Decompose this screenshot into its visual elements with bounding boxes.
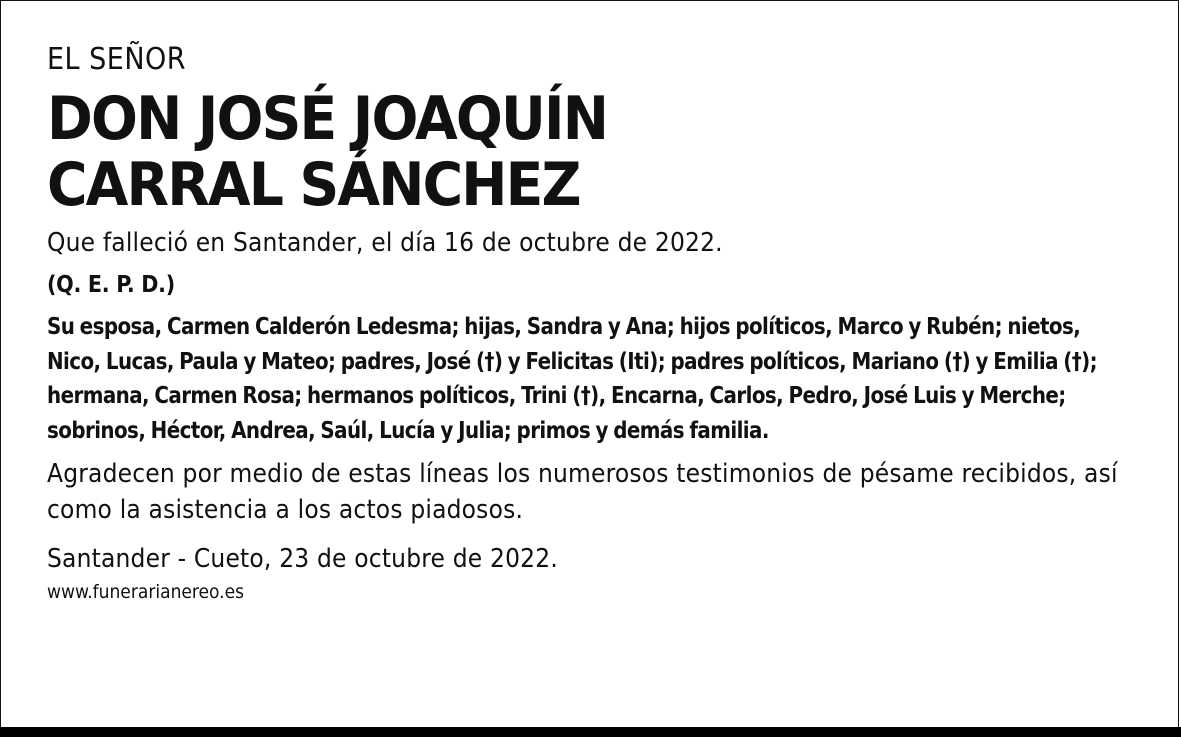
deceased-name-line-1: DON JOSÉ JOAQUÍN: [47, 84, 608, 154]
dateline: Santander - Cueto, 23 de octubre de 2022.: [47, 544, 558, 574]
deceased-name-line-2: CARRAL SÁNCHEZ: [47, 150, 580, 220]
website-text: www.funerarianereo.es: [47, 581, 245, 603]
bottom-border-bar: [0, 727, 1181, 737]
thanks-text: Agradecen por medio de estas líneas los numerosos testimonios de pésame recibidos, así como la asistencia a los actos piadosos.: [47, 459, 1118, 525]
obituary-notice: [47, 40, 1147, 604]
intro-text: EL SEÑOR: [47, 42, 187, 77]
qepd-text: (Q. E. P. D.): [47, 272, 175, 298]
family-list: Su esposa, Carmen Calderón Ledesma; hijas, Sandra y Ana; hijos políticos, Marco y Rubén; nietos, Nico, Lucas, Paula y Mateo; padres, José (†) y Felicitas (Iti); padres políticos, Mariano (†) y Emilia (†); hermana, Carmen Rosa; hermanos políticos, Trini (†), Encarna, Carlos, Pedro, José Luis y Merche; sobrinos, Héctor, Andrea, Saúl, Lucía y Julia; primos y demás familia.: [47, 314, 1098, 444]
deceased-name: [47, 86, 1059, 218]
death-statement: Que falleció en Santander, el día 16 de octubre de 2022.: [47, 228, 723, 258]
